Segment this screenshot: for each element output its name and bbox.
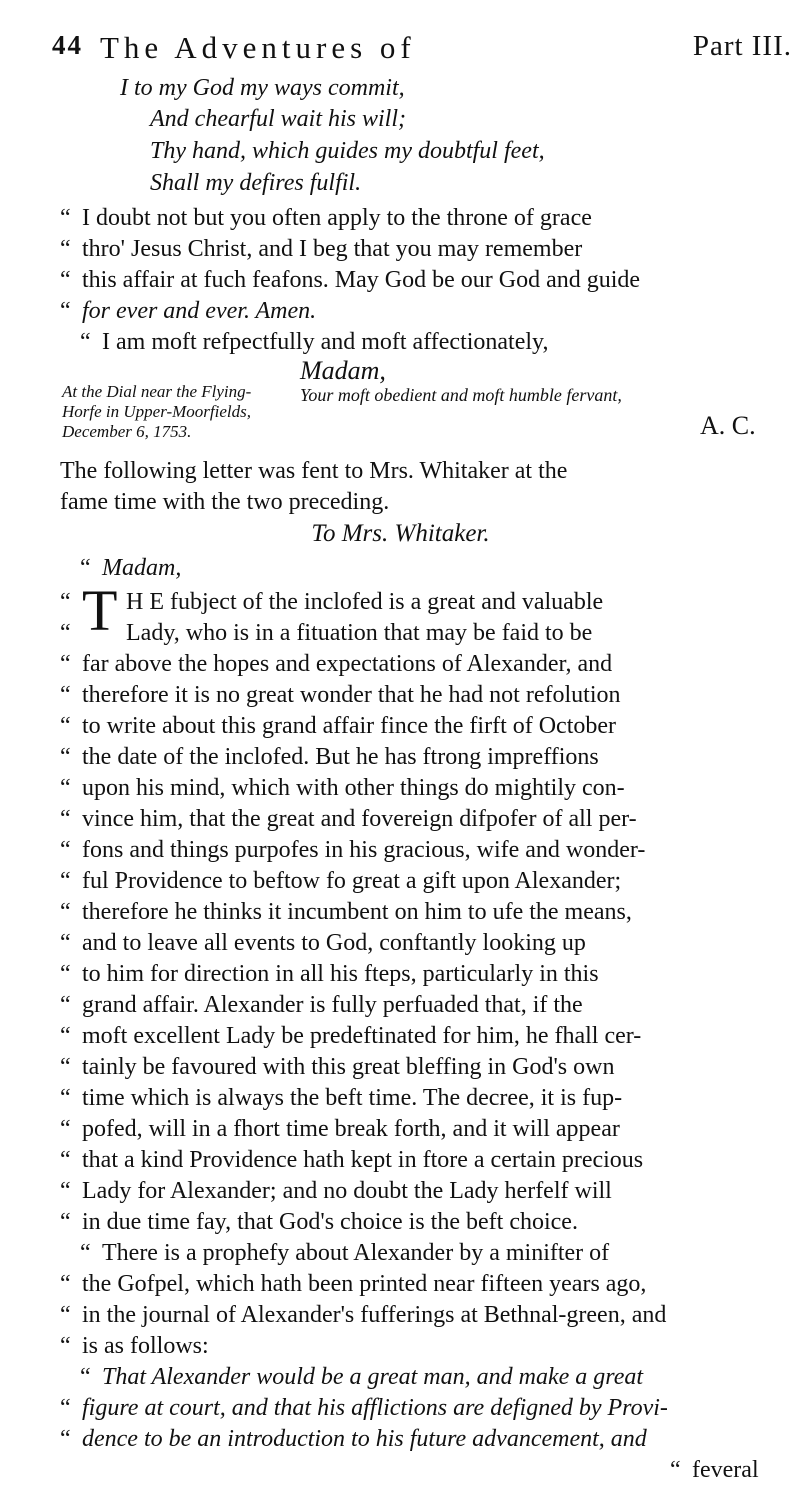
body-line: “ therefore he thinks it incumbent on him to ufe the means, — [60, 899, 632, 925]
intro-line: fame time with the two preceding. — [60, 489, 390, 515]
body-line: “ the date of the inclofed. But he has ftrong impreffions — [60, 744, 599, 770]
signature-madam: Madam, — [300, 356, 386, 385]
body-line: “ to him for direction in all his fteps, particularly in this — [60, 961, 599, 987]
place-line: December 6, 1753. — [62, 422, 192, 441]
closing-line: Your moft obedient and moft humble fervant, — [300, 385, 622, 405]
letter-line: “ I doubt not but you often apply to the throne of grace — [60, 205, 592, 231]
drop-cap-letter: T — [82, 578, 118, 643]
letter-line: “ this affair at fuch feafons. May God be our God and guide — [60, 267, 641, 293]
body-line: “ dence to be an introduction to his future advancement, and — [60, 1426, 647, 1452]
letter-line: “ I am moft refpectfully and moft affectionately, — [80, 329, 549, 355]
place-line: Horfe in Upper-Moorfields, — [62, 402, 252, 421]
letter-line: “ for ever and ever. Amen. — [60, 298, 317, 324]
body-line: “ far above the hopes and expectations of Alexander, and — [60, 651, 613, 677]
catchword: “ feveral — [670, 1457, 759, 1483]
part-label: Part III. — [692, 30, 792, 62]
body-line: “ H E fubject of the inclofed is a great and valuable — [60, 589, 604, 615]
body-line: “ That Alexander would be a great man, and make a great — [80, 1364, 644, 1390]
body-line: “ Lady for Alexander; and no doubt the Lady herfelf will — [60, 1178, 612, 1204]
letter-line: “ thro' Jesus Christ, and I beg that you may remember — [60, 236, 583, 262]
body-line: “ fons and things purpofes in his gracious, wife and wonder- — [60, 837, 646, 863]
poem-line: I to my God my ways commit, — [120, 75, 405, 101]
running-header — [52, 30, 792, 70]
running-title: The Adventures of — [100, 30, 416, 65]
poem-line: Shall my defires fulfil. — [150, 170, 362, 196]
body-line: “ grand affair. Alexander is fully perfuaded that, if the — [60, 992, 583, 1018]
body-line: “ to write about this grand affair fince the firft of October — [60, 713, 617, 739]
body-line: “ ful Providence to beftow fo great a gift upon Alexander; — [60, 868, 622, 894]
body-line: “ figure at court, and that his afflictions are defigned by Provi- — [60, 1395, 668, 1421]
body-line: “ upon his mind, which with other things do mightily con- — [60, 775, 625, 801]
body-line: “ therefore it is no great wonder that he had not refolution — [60, 682, 621, 708]
place-line: At the Dial near the Flying- — [62, 382, 252, 401]
poem-line: Thy hand, which guides my doubtful feet, — [150, 138, 545, 164]
body-line: “ in due time fay, that God's choice is the beft choice. — [60, 1209, 578, 1235]
body-line: “ and to leave all events to God, conftantly looking up — [60, 930, 586, 956]
page-number: 44 — [52, 30, 83, 60]
salutation: “ Madam, — [80, 555, 182, 581]
body-line: “ tainly be favoured with this great bleffing in God's own — [60, 1054, 615, 1080]
initials: A. C. — [700, 411, 756, 440]
body-line: “ in the journal of Alexander's fufferings at Bethnal-green, and — [60, 1302, 667, 1328]
body-line: “ There is a prophefy about Alexander by a minifter of — [80, 1240, 610, 1266]
body-line: “ that a kind Providence hath kept in ftore a certain precious — [60, 1147, 644, 1173]
body-line: “ Lady, who is in a fituation that may be faid to be — [60, 620, 593, 646]
poem-line: And chearful wait his will; — [150, 106, 406, 132]
body-line: “ moft excellent Lady be predeftinated for him, he fhall cer- — [60, 1023, 642, 1049]
body-line: “ the Gofpel, which hath been printed near fifteen years ago, — [60, 1271, 647, 1297]
body-line: “ time which is always the beft time. The decree, it is fup- — [60, 1085, 623, 1111]
intro-line: The following letter was fent to Mrs. Whitaker at the — [60, 458, 568, 484]
body-line: “ is as follows: — [60, 1333, 209, 1359]
body-line: “ vince him, that the great and fovereign difpofer of all per- — [60, 806, 637, 832]
body-line: “ pofed, will in a fhort time break forth, and it will appear — [60, 1116, 620, 1142]
address-heading: To Mrs. Whitaker. — [311, 520, 490, 547]
